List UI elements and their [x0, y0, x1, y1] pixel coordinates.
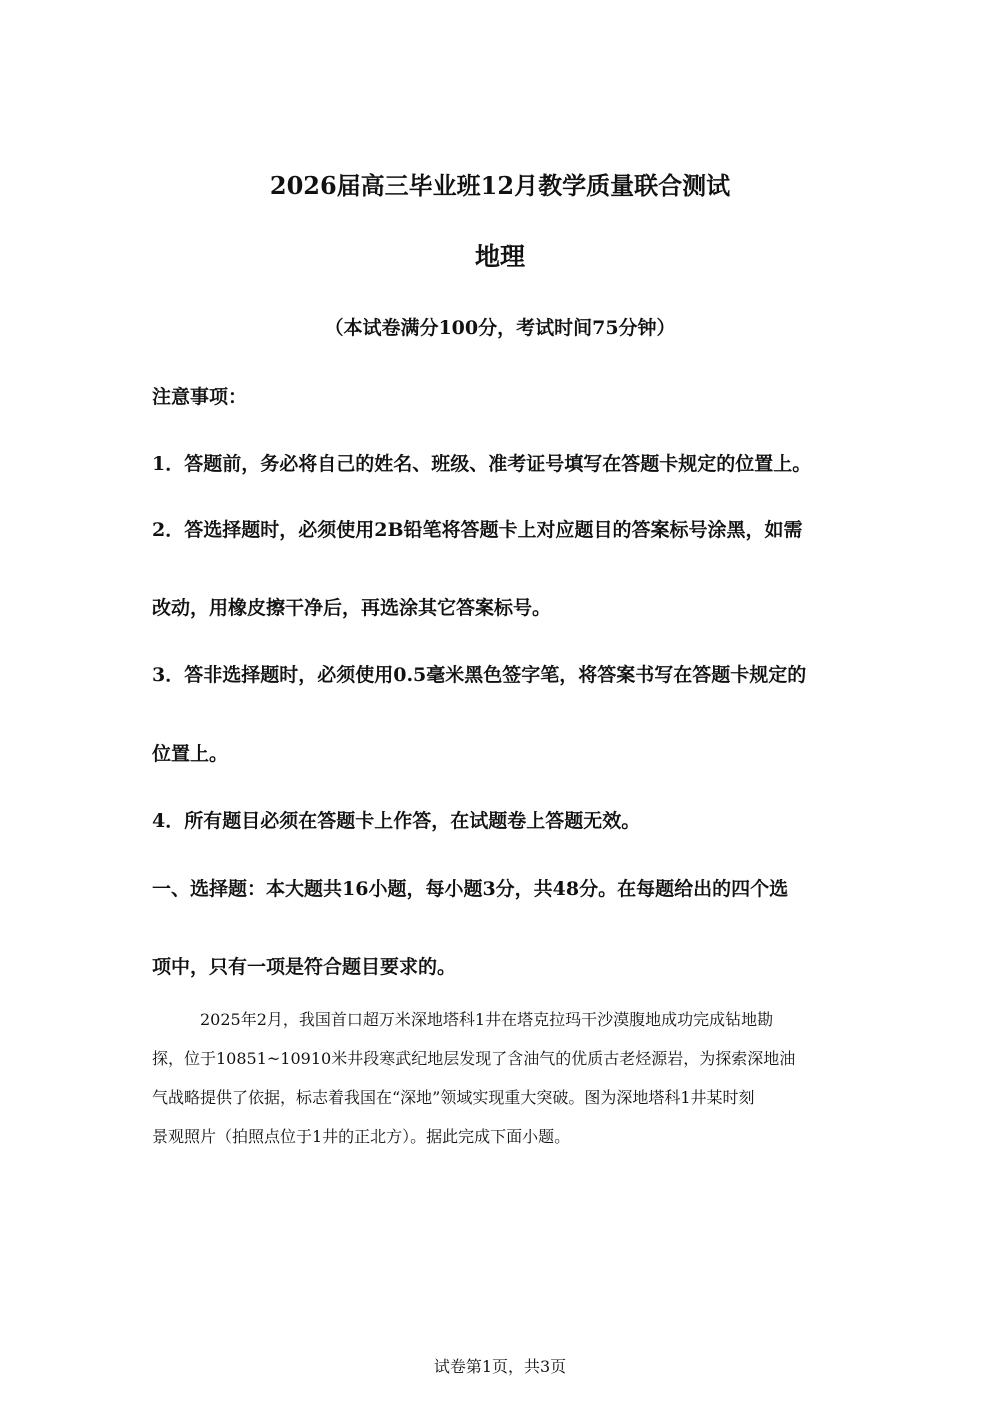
- passage-line-4: 景观照片（拍照点位于1井的正北方）。据此完成下面小题。: [152, 1127, 571, 1146]
- notice-item-3-line-2: 位置上。: [152, 743, 229, 765]
- notice-item-2-line-2: 改动，用橡皮擦干净后，再选涂其它答案标号。: [152, 597, 552, 619]
- passage-line-2: 探，位于10851~10910米井段寒武纪地层发现了含油气的优质古老烃源岩，为探索深地油: [152, 1049, 796, 1068]
- exam-title: 2026届高三毕业班12月教学质量联合测试: [269, 171, 731, 200]
- notice-item-1: 1．答题前，务必将自己的姓名、班级、准考证号填写在答题卡规定的位置上。: [152, 453, 812, 475]
- notice-item-3-line-1: 3．答非选择题时，必须使用0.5毫米黑色签字笔，将答案书写在答题卡规定的: [152, 664, 807, 686]
- notice-item-4: 4．所有题目必须在答题卡上作答，在试题卷上答题无效。: [152, 810, 641, 832]
- passage-line-1: 2025年2月，我国首口超万米深地塔科1井在塔克拉玛干沙漠腹地成功完成钻地勘: [200, 1010, 774, 1029]
- page-footer: 试卷第1页，共3页: [433, 1357, 567, 1376]
- exam-info: （本试卷满分100分，考试时间75分钟）: [324, 317, 676, 339]
- section-heading-line-2: 项中，只有一项是符合题目要求的。: [152, 956, 457, 978]
- passage-line-3: 气战略提供了依据，标志着我国在“深地”领域实现重大突破。图为深地塔科1井某时刻: [152, 1088, 755, 1107]
- notice-heading: 注意事项：: [152, 386, 248, 408]
- section-heading-line-1: 一、选择题：本大题共16小题，每小题3分，共48分。在每题给出的四个选: [152, 878, 789, 900]
- subject-title: 地理: [474, 242, 525, 271]
- notice-item-2-line-1: 2．答选择题时，必须使用2B铅笔将答题卡上对应题目的答案标号涂黑，如需: [152, 519, 803, 541]
